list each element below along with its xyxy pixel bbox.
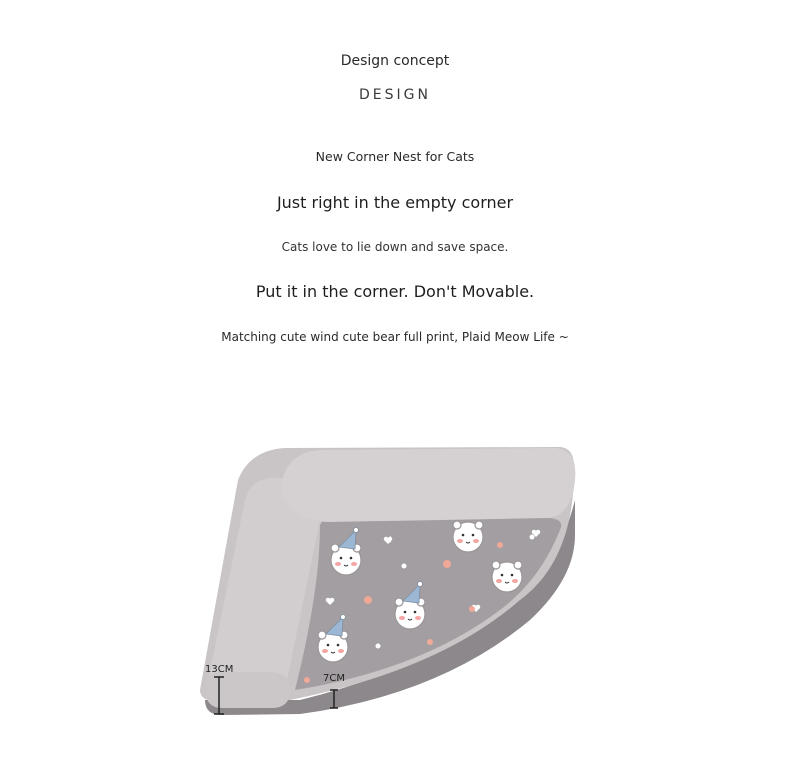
white-dot <box>402 564 407 569</box>
pink-dot <box>443 560 451 568</box>
white-dot <box>530 535 535 540</box>
bear-icon <box>453 521 483 552</box>
height-label: 13CM <box>205 664 234 675</box>
headline-dont-move: Put it in the corner. Don't Movable. <box>255 282 535 301</box>
print-description: Matching cute wind cute bear full print, Plaid Meow Life ~ <box>221 330 569 344</box>
design-heading: DESIGN <box>359 87 431 103</box>
design-concept-label: Design concept <box>340 53 450 69</box>
product-subtitle: New Corner Nest for Cats <box>315 149 475 164</box>
bear-icon <box>492 561 522 592</box>
white-dot <box>304 677 310 683</box>
pink-dot <box>469 606 475 612</box>
tagline-save-space: Cats love to lie down and save space. <box>281 240 509 254</box>
pink-dot <box>364 596 372 604</box>
headline-corner: Just right in the empty corner <box>276 193 514 212</box>
white-dot <box>376 644 381 649</box>
pink-dot <box>427 639 433 645</box>
back-bolster <box>282 448 575 522</box>
pink-dot <box>497 542 503 548</box>
depth-label: 7CM <box>323 673 345 684</box>
